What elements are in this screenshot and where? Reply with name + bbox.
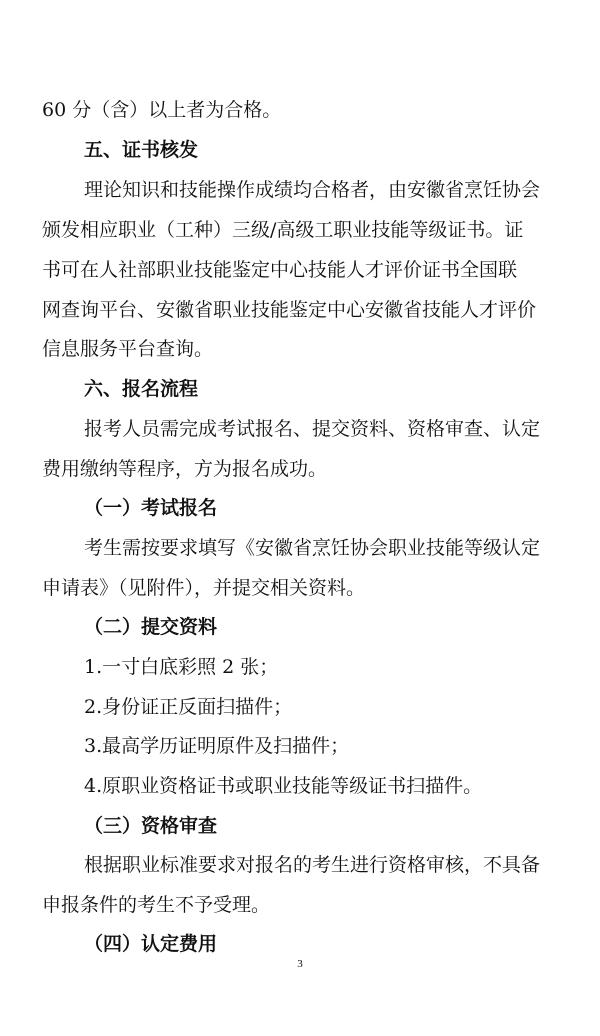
text-line-5: 书可在人社部职业技能鉴定中心技能人才评价证书全国联	[42, 259, 518, 281]
text-line-6: 网查询平台、安徽省职业技能鉴定中心安徽省技能人才评价	[42, 299, 537, 321]
text-line-7: 信息服务平台查询。	[42, 338, 214, 360]
text-line-9: 报考人员需完成考试报名、提交资料、资格审查、认定	[84, 418, 541, 440]
text-line-13: 申请表》（见附件），并提交相关资料。	[42, 577, 366, 599]
subheading-1: （一）考试报名	[84, 497, 218, 519]
text-line-4: 颁发相应职业（工种）三级/高级工职业技能等级证书。证	[42, 219, 524, 241]
subheading-4: （四）认定费用	[84, 933, 218, 955]
text-line-10: 费用缴纳等程序，方为报名成功。	[42, 458, 328, 480]
subheading-3: （三）资格审查	[84, 815, 218, 837]
list-item-3: 3.最高学历证明原件及扫描件；	[84, 735, 350, 757]
text-line-21: 申报条件的考生不予受理。	[42, 894, 271, 916]
text-line-20: 根据职业标准要求对报名的考生进行资格审核，不具备	[84, 854, 541, 876]
subheading-2: （二）提交资料	[84, 616, 218, 638]
list-item-1: 1.一寸白底彩照 2 张；	[84, 656, 279, 678]
text-line-12: 考生需按要求填写《安徽省烹饪协会职业技能等级认定	[84, 537, 541, 559]
list-item-4: 4.原职业资格证书或职业技能等级证书扫描件。	[84, 775, 483, 797]
text-line-1: 60 分（含）以上者为合格。	[42, 99, 282, 121]
text-line-3: 理论知识和技能操作成绩均合格者，由安徽省烹饪协会	[84, 179, 541, 201]
page-number: 3	[297, 958, 303, 970]
list-item-2: 2.身份证正反面扫描件；	[84, 696, 293, 718]
section-heading-6: 六、报名流程	[84, 378, 199, 400]
section-heading-5: 五、证书核发	[84, 139, 199, 161]
